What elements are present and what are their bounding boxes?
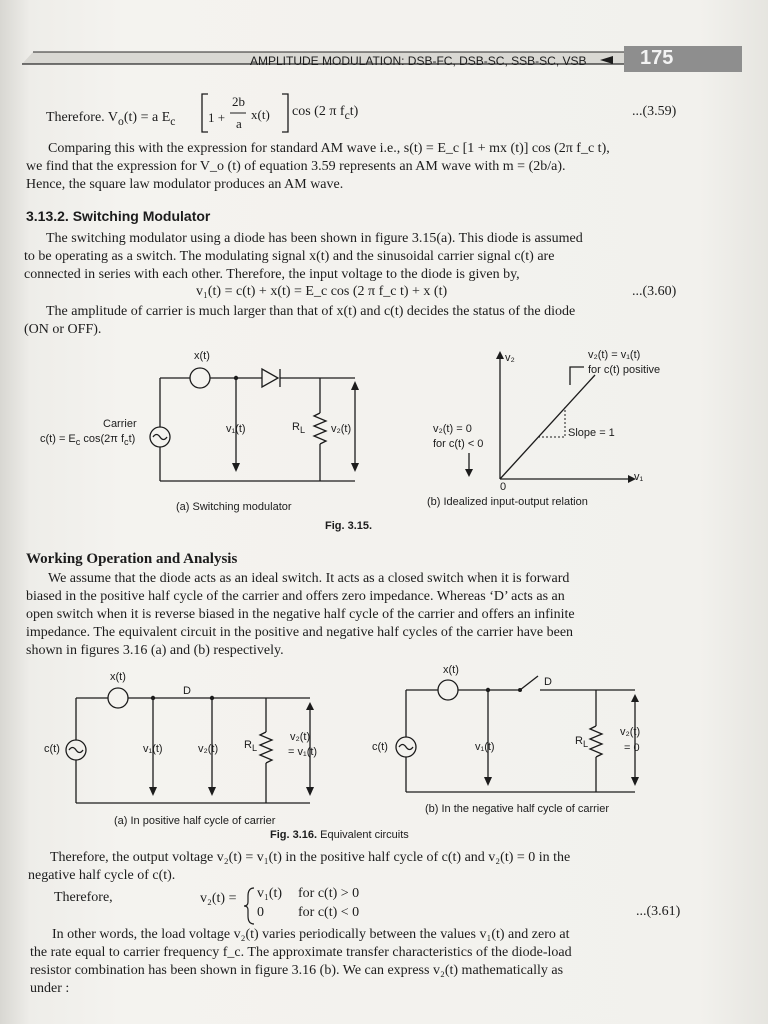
para-line: we find that the expression for V_o (t) of equation 3.59 represents an AM wave with m = (2b/a). [26,159,566,174]
para-line: shown in figures 3.16 (a) and (b) respectively. [26,643,284,658]
fig316a-xt-label: x(t) [110,671,126,683]
equation-3-60: v₁(t) = c(t) + x(t) = E_c cos (2 π f_c t) + x (t) [196,284,448,299]
fig315b-y-label: v₂ [505,352,515,364]
eq-xt: x(t) [251,107,270,122]
page-number: 175 [640,47,674,69]
sine-icon [153,435,167,440]
eq-number-3-59: ...(3.59) [632,104,677,119]
fig315b-caption: (b) Idealized input-output relation [427,496,588,508]
fig315b-x-label: v₁ [634,471,644,483]
fig316a-v2-label: v₂(t) [198,743,219,755]
working-heading: Working Operation and Analysis [26,551,238,567]
eq-lhs: Therefore. V [46,110,119,125]
fig315a-v2-label: v₂(t) [331,423,352,435]
diode-icon [262,369,278,387]
para-final [30,926,712,998]
fig316b-v1-label: v₁(t) [475,741,495,753]
fig315b-note-top-2: for c(t) positive [588,364,661,376]
junction-dot [234,376,238,380]
fig316b-rl-label: $R_L$ [575,735,589,750]
fig316a-out1-label: v₂(t) [290,731,311,743]
para-line: Hence, the square law modulator produces an AM wave. [26,177,344,192]
equation-3-59: Therefore. $V_o(t) = a$ $E_c$ [46,110,176,128]
para-line: Therefore, the output voltage v₂(t) = v₁(t) in the positive half cycle of c(t) and v₂(t) = 0 in the [50,850,571,865]
fig316b-out2-label: = 0 [624,742,640,754]
fig316-caption-text: Equivalent circuits [320,829,409,841]
para-amplitude [24,303,706,339]
para-line: negative half cycle of c(t). [28,868,176,883]
fig316a-out2-label: = v₁(t) [288,746,318,758]
eq361-lhs: v₂(t) = [200,891,237,906]
para-line: The amplitude of carrier is much larger than that of x(t) and c(t) decides the status of the diode [46,304,576,319]
section-number: 3.13.2. [26,208,69,224]
para-output [28,849,710,885]
fig315a-rl-label: $R_L$ [292,421,306,436]
para-line: Comparing this with the expression for standard AM wave i.e., s(t) = E_c [1 + mx (t)] cos (2π f_c t), [48,141,610,156]
para-line: impedance. The equivalent circuit in the positive and negative half cycles of the carrier have been [26,625,574,640]
left-note-arrowhead [465,469,473,477]
fig315a-caption: (a) Switching modulator [176,501,292,513]
section-title: Switching Modulator [72,208,211,224]
para-line: under : [30,981,70,996]
para-line: resistor combination has been shown in figure 3.16 (b). We can express v₂(t) mathematically as [30,963,564,978]
fig316a-rl-label: $R_L$ [244,739,258,754]
para-line: The switching modulator using a diode has been shown in figure 3.15(a). This diode is assumed [46,231,583,246]
fig315b-slope-label: Slope = 1 [568,427,615,439]
fig316a-ct-label: c(t) [44,743,60,755]
fig-3-15a-circuit [30,345,390,495]
eq-number-3-61: ...(3.61) [636,904,681,919]
resistor-icon [260,732,272,763]
fig316b-out1-label: v₂(t) [620,726,641,738]
eq-frac-num: 2b [232,94,245,109]
fig315a-carrier-label: Carrier [103,418,137,430]
resistor-icon [590,726,602,757]
para-line: connected in series with each other. Therefore, the input voltage to the diode is given by, [24,267,520,282]
fig316a-d-label: D [183,685,191,697]
fig316a-caption: (a) In positive half cycle of carrier [114,815,276,827]
eq361-case2-val: 0 [257,905,264,920]
fig315a-ct-label: $c(t) = E_c$ cos(2π $f_ct$) [40,433,136,448]
xt-source-icon [190,368,210,388]
open-switch-icon [520,676,538,690]
fig316b-xt-label: x(t) [443,664,459,676]
fig315b-note-top-1: v₂(t) = v₁(t) [588,349,641,361]
fig316-caption [270,829,409,841]
para-line: open switch when it is reverse biased in the negative half cycle of the carrier and offers an infinite [26,607,575,622]
running-title: AMPLITUDE MODULATION: DSB-FC, DSB-SC, SSB-SC, VSB [250,54,587,68]
eq361-lead: Therefore, [54,890,113,905]
v2-arrowhead-top [351,381,359,390]
para-line: the rate equal to carrier frequency f_c. The approximate transfer characteristics of the diode-load [30,945,572,960]
para-line: biased in the positive half cycle of the carrier and offers zero impedance. Whereas ‘D’ acts as an [26,589,565,604]
fig316-caption-num: Fig. 3.16. [270,829,318,841]
para-line: (ON or OFF). [24,322,102,337]
fig315a-xt-label: x(t) [194,350,210,362]
eq361-case1-cond: for c(t) > 0 [298,886,360,901]
para-line: We assume that the diode acts as an ideal switch. It acts as a closed switch when it is forward [48,571,570,586]
y-axis-arrowhead [496,351,504,359]
eq-frac-den: a [236,116,242,131]
fig315a-v1-label: v₁(t) [226,423,246,435]
fig315b-note-left-1: v₂(t) = 0 [433,423,472,435]
fig316b-d-label: D [544,676,552,688]
para-line: In other words, the load voltage v₂(t) varies periodically between the values v₁(t) and zero at [52,927,570,942]
eq-one-plus: 1 + [208,110,226,125]
fig316b-ct-label: c(t) [372,741,388,753]
para-working [26,570,708,660]
eq-rhs: cos (2 π $f_ct$) [292,104,359,122]
para-switching [24,230,696,284]
eq361-case2-cond: for c(t) < 0 [298,905,360,920]
section-heading [26,208,210,224]
top-note-pointer [570,367,584,385]
para-compare [26,140,698,194]
fig315-caption: Fig. 3.15. [325,520,373,532]
eq-number-3-60: ...(3.60) [632,284,677,299]
xt-source-icon [438,680,458,700]
eq361-case1-val: v₁(t) [257,886,283,901]
fig316a-v1-label: v₁(t) [143,743,163,755]
para-line: to be operating as a switch. The modulating signal x(t) and the sinusoidal carrier signal c(t) are [24,249,555,264]
fig316b-caption: (b) In the negative half cycle of carrier [425,803,610,815]
v1-arrowhead [232,463,240,472]
xt-source-icon [108,688,128,708]
fig315b-note-left-2: for c(t) < 0 [433,438,484,450]
v2-arrowhead-bottom [351,463,359,472]
fig315b-origin-label: 0 [500,481,507,493]
eq361-brace [244,886,258,926]
resistor-icon [314,413,326,444]
